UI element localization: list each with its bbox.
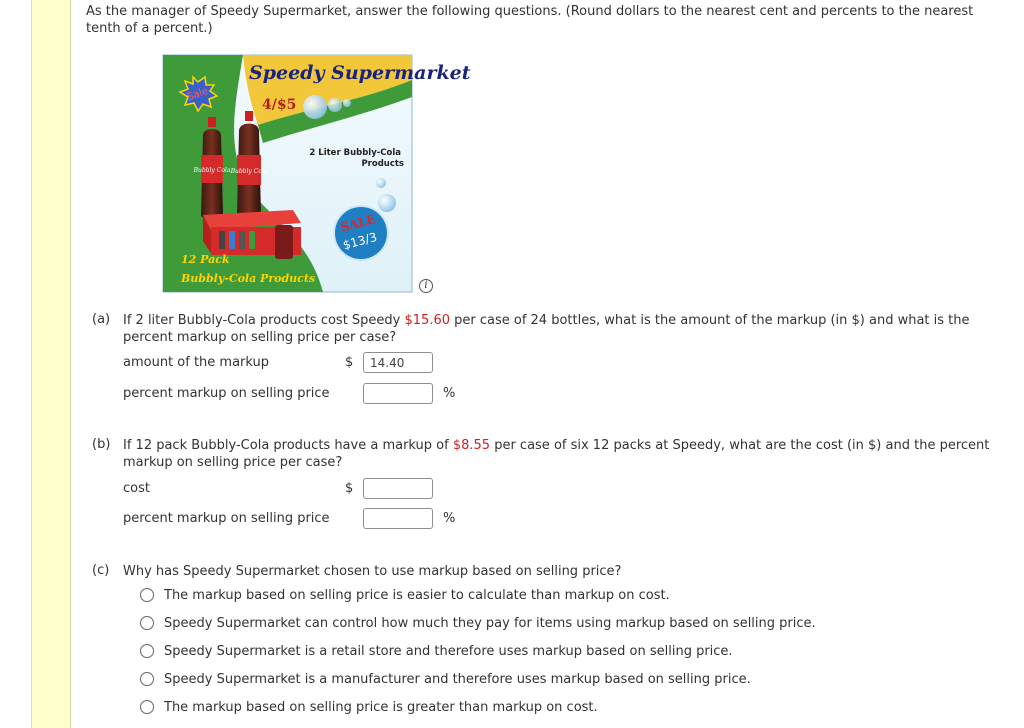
question-side-bar [31, 0, 71, 728]
svg-text:SALE: SALE [338, 211, 377, 235]
radio-option[interactable] [140, 670, 751, 688]
part-b-markup: $8.55 [452, 438, 491, 453]
percent-markup-input[interactable] [363, 508, 433, 529]
page-margin [0, 0, 31, 728]
svg-text:Products: Products [361, 159, 404, 169]
part-b-question: If 12 pack Bubbly-Cola products have a markup of $8.55 per case of six 12 packs at Speedy, what are the cost (in $) and the percent markup on selling price per case? [123, 438, 990, 470]
svg-text:12 Pack: 12 Pack [181, 253, 230, 266]
markup-amount-input[interactable] [363, 352, 433, 373]
percent-sign: % [443, 386, 456, 401]
question-instructions: As the manager of Speedy Supermarket, answer the following questions. (Round dollars to the nearest cent and percents to the nearest tenth of a percent.) [86, 4, 974, 36]
radio-button[interactable] [140, 672, 154, 686]
svg-text:Sale: Sale [185, 85, 210, 104]
dollar-sign: $ [345, 355, 354, 370]
part-b-label: (b) [92, 437, 111, 452]
cost-label: cost [123, 481, 150, 496]
sale-price-badge-icon [334, 206, 388, 260]
part-c-label: (c) [92, 563, 110, 578]
svg-text:Bubbly-Cola Products: Bubbly-Cola Products [181, 272, 316, 285]
part-c-question: Why has Speedy Supermarket chosen to use markup based on selling price? [123, 564, 622, 579]
radio-option[interactable] [140, 698, 598, 716]
radio-option-label: Speedy Supermarket can control how much they pay for items using markup based on selling price. [164, 615, 816, 631]
part-a-cost: $15.60 [404, 313, 450, 328]
percent-markup-label: percent markup on selling price [123, 511, 330, 526]
radio-option[interactable] [140, 614, 816, 632]
part-a-label: (a) [92, 312, 111, 327]
speedy-supermarket-ad-image [163, 55, 471, 292]
radio-option-label: Speedy Supermarket is a manufacturer and therefore uses markup based on selling price. [164, 671, 751, 687]
question-content [86, 0, 1016, 728]
svg-text:Bubbly Cola: Bubbly Cola [230, 168, 268, 175]
part-a-question: If 2 liter Bubbly-Cola products cost Speedy $15.60 per case of 24 bottles, what is the amount of the markup (in $) and what is the percent markup on selling price per case? [123, 313, 970, 345]
radio-option-label: The markup based on selling price is easier to calculate than markup on cost. [164, 587, 670, 603]
info-icon[interactable]: i [419, 279, 433, 293]
svg-text:Bubbly Cola: Bubbly Cola [193, 167, 231, 174]
radio-option[interactable] [140, 642, 733, 660]
svg-text:$13/3: $13/3 [341, 229, 379, 253]
radio-button[interactable] [140, 616, 154, 630]
cost-input[interactable] [363, 478, 433, 499]
markup-amount-label: amount of the markup [123, 355, 270, 370]
radio-button[interactable] [140, 588, 154, 602]
radio-button[interactable] [140, 700, 154, 714]
radio-option-label: Speedy Supermarket is a retail store and therefore uses markup based on selling price. [164, 643, 733, 659]
percent-markup-input[interactable] [363, 383, 433, 404]
svg-text:4/$5: 4/$5 [262, 97, 297, 113]
radio-option[interactable] [140, 586, 670, 604]
radio-button[interactable] [140, 644, 154, 658]
percent-markup-label: percent markup on selling price [123, 386, 330, 401]
svg-text:2 Liter Bubbly-Cola: 2 Liter Bubbly-Cola [309, 148, 401, 158]
dollar-sign: $ [345, 481, 354, 496]
twelve-pack-box-icon [203, 210, 301, 259]
percent-sign: % [443, 511, 456, 526]
svg-text:Speedy Supermarket: Speedy Supermarket [249, 62, 471, 84]
radio-option-label: The markup based on selling price is greater than markup on cost. [164, 699, 598, 715]
